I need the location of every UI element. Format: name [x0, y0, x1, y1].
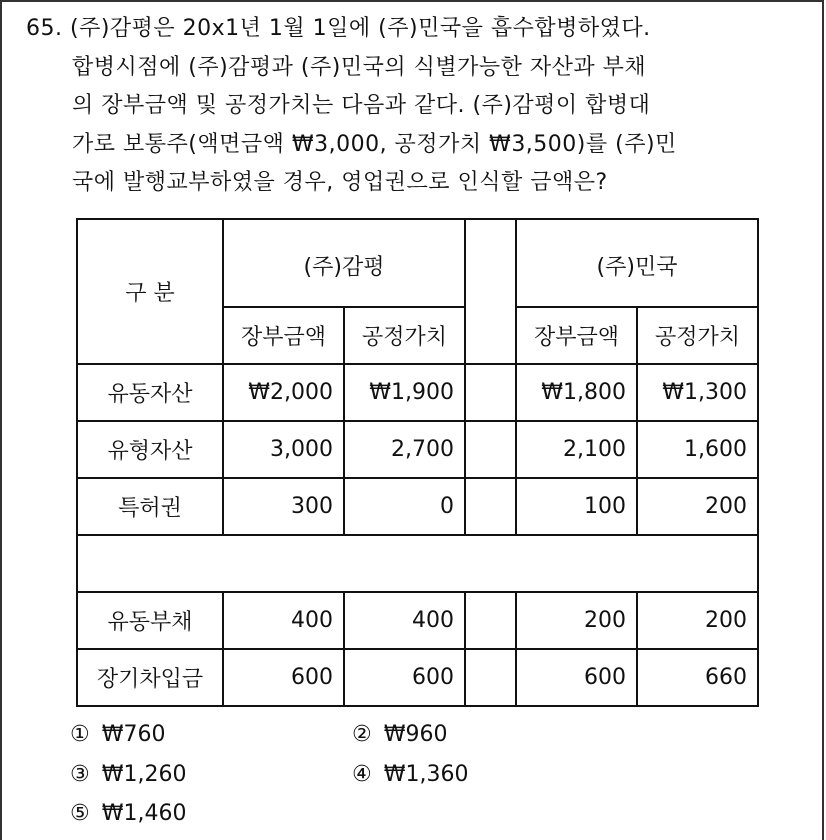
header-gubun: 구 분	[77, 219, 223, 364]
question-line-1: 65. (주)감평은 20x1년 1월 1일에 (주)민국을 흡수합병하였다.	[26, 16, 651, 41]
choice-row	[70, 794, 770, 834]
question-text	[26, 10, 806, 203]
cell-b-fair: 200	[637, 478, 758, 535]
choice-1[interactable]: ① ₩760	[70, 722, 166, 747]
table-blank-row	[77, 535, 758, 592]
cell-b-book: 600	[516, 649, 637, 706]
cell-a-fair: 400	[344, 592, 465, 649]
cell-a-book: 400	[223, 592, 344, 649]
choice-5[interactable]: ⑤ ₩1,460	[70, 801, 187, 826]
choice-2[interactable]: ② ₩960	[352, 722, 448, 747]
choice-4[interactable]: ④ ₩1,360	[352, 761, 469, 787]
question-line-4: 가로 보통주(액면금액 ₩3,000, 공정가치 ₩3,500)를 (주)민	[72, 131, 677, 157]
cell-b-fair: 1,600	[637, 421, 758, 478]
cell-a-fair: 600	[344, 649, 465, 706]
header-gap	[465, 219, 516, 364]
cell-a-fair: 2,700	[344, 421, 465, 478]
cell-b-book: 2,100	[516, 421, 637, 478]
table-row	[77, 649, 758, 706]
choice-row	[70, 715, 770, 755]
subheader-b-book: 장부금액	[516, 307, 637, 364]
cell-a-book: 300	[223, 478, 344, 535]
question-line-3: 의 장부금액 및 공정가치는 다음과 같다. (주)감평이 합병대	[72, 93, 651, 118]
row-label: 유동자산	[77, 364, 223, 421]
question-line-2: 합병시점에 (주)감평과 (주)민국의 식별가능한 자산과 부채	[72, 54, 647, 80]
row-label: 특허권	[77, 478, 223, 535]
blank-cell	[77, 535, 758, 592]
cell-a-fair: ₩1,900	[344, 364, 465, 421]
table-row	[77, 592, 758, 649]
cell-b-fair: 660	[637, 649, 758, 706]
cell-a-book: 3,000	[223, 421, 344, 478]
cell-gap	[465, 364, 516, 421]
row-label: 유동부채	[77, 592, 223, 649]
header-company-b: (주)민국	[516, 219, 758, 307]
cell-gap	[465, 592, 516, 649]
cell-b-book: 100	[516, 478, 637, 535]
table-row	[77, 478, 758, 535]
row-label: 유형자산	[77, 421, 223, 478]
cell-gap	[465, 649, 516, 706]
subheader-a-fair: 공정가치	[344, 307, 465, 364]
table-header-row	[77, 219, 758, 307]
row-label: 장기차입금	[77, 649, 223, 706]
answer-choices	[70, 715, 770, 834]
cell-b-fair: 200	[637, 592, 758, 649]
question-line-5: 국에 발행교부하였을 경우, 영업권으로 인식할 금액은?	[72, 170, 608, 195]
cell-b-book: ₩1,800	[516, 364, 637, 421]
header-company-a: (주)감평	[223, 219, 465, 307]
cell-a-fair: 0	[344, 478, 465, 535]
cell-a-book: 600	[223, 649, 344, 706]
table-row	[77, 421, 758, 478]
cell-b-book: 200	[516, 592, 637, 649]
choice-3[interactable]: ③ ₩1,260	[70, 761, 187, 787]
cell-gap	[465, 421, 516, 478]
subheader-a-book: 장부금액	[223, 307, 344, 364]
choice-row	[70, 755, 770, 795]
question-number: 65.	[26, 16, 63, 41]
financial-table	[76, 218, 759, 707]
cell-a-book: ₩2,000	[223, 364, 344, 421]
cell-b-fair: ₩1,300	[637, 364, 758, 421]
subheader-b-fair: 공정가치	[637, 307, 758, 364]
cell-gap	[465, 478, 516, 535]
table-row	[77, 364, 758, 421]
